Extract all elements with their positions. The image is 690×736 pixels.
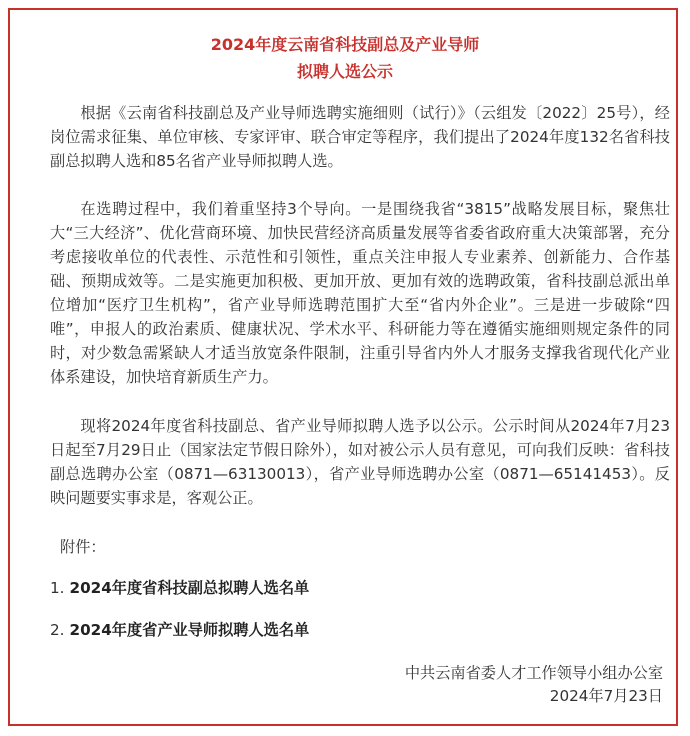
attachments-label: 附件：: [60, 538, 106, 556]
paragraph-intro: 根据《云南省科技副总及产业导师选聘实施细则（试行）》（云组发〔2022〕25号），经岗位需求征集、单位审核、专家评审、联合审定等程序，我们提出了2024年度132名省科技副总拟聘人选和85名省产业导师拟聘人选。: [50, 104, 670, 170]
paragraph-guidance: 在选聘过程中，我们着重坚持3个导向。一是围绕我省“3815”战略发展目标，聚焦壮大“三大经济”、优化营商环境、加快民营经济高质量发展等省委省政府重大决策部署，充分考虑接收单位的代表性、示范性和引领性，重点关注申报人专业素养、创新能力、合作基础、预期成效等。二是实施更加积极、更加开放、更加有效的选聘政策，省科技副总派出单位增加“医疗卫生机构”，省产业导师选聘范围扩大至“省内外企业”。三是进一步破除“四唯”，申报人的政治素质、健康状况、学术水平、科研能力等在遵循实施细则规定条件的同时，对少数急需紧缺人才适当放宽条件限制，注重引导省内外人才服务支撑我省现代化产业体系建设，加快培育新质生产力。: [50, 200, 670, 386]
signature-organization: 中共云南省委人才工作领导小组办公室: [404, 664, 663, 682]
attachment-item[interactable]: [50, 618, 309, 642]
attachment-title[interactable]: 2024年度省科技副总拟聘人选名单: [69, 579, 310, 597]
attachment-number: 2.: [50, 621, 65, 639]
signature-date: 2024年7月23日: [549, 687, 663, 705]
document-subtitle: 拟聘人选公示: [296, 62, 393, 81]
attachment-number: 1.: [50, 579, 65, 597]
paragraph-publicity: 现将2024年度省科技副总、省产业导师拟聘人选予以公示。公示时间从2024年7月23日起至7月29日止（国家法定节假日除外），如对被公示人员有意见，可向我们反映：省科技副总选聘办公室（0871—63130013），省产业导师选聘办公室（0871—65141453）。反映问题要实事求是，客观公正。: [50, 417, 670, 507]
attachment-title[interactable]: 2024年度省产业导师拟聘人选名单: [69, 621, 310, 639]
document-title: 2024年度云南省科技副总及产业导师: [210, 35, 480, 54]
attachment-item[interactable]: [50, 576, 309, 600]
